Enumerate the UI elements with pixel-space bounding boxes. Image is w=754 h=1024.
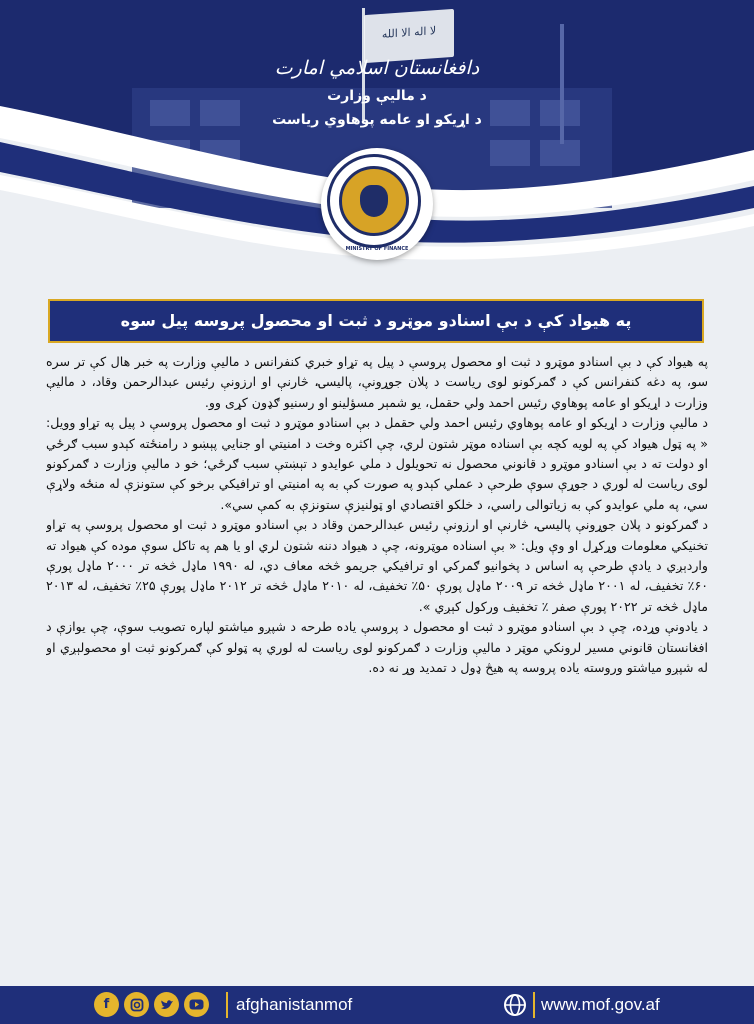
ministry-logo xyxy=(321,148,433,260)
header-text xyxy=(0,56,754,130)
paragraph-4: د يادونې وړده، چې د بې اسنادو موټرو د ثبت او محصول د پروسې ياده طرحه د شپږو مياشتو لپاره تصويب سوې، چې يوازې د افغانستان قانوني مسير لرونکي موټر د ماليې وزارت د ګمرکونو لوی رياست له لوري په ټولو کې ګمرکونو ثبت او محصولېږي او له شپږو مياشتو وروسته ياده پروسه په هيڅ ډول د تمديد وړ نه ده. xyxy=(46,619,708,676)
facebook-icon[interactable]: f xyxy=(94,992,119,1017)
footer-divider-2 xyxy=(533,992,535,1018)
globe-icon xyxy=(503,993,527,1017)
logo-figure xyxy=(360,185,388,217)
ministry-name: د ماليې وزارت xyxy=(327,88,427,104)
twitter-icon[interactable] xyxy=(154,992,179,1017)
paragraph-3: د ګمرکونو د پلان جوړونې پاليسۍ، څارنې او ارزونې رئيس عبدالرحمن وقاد د بې اسنادو موټرو د ثبت او محصول پروسې په تړاو تخنيکي معلومات وړکړل او وې ويل: « بې اسناده موټرونه، چې د هیواد دننه شتون لري او يا هم په تاکل سوې موده کې هیواد ته واردېږي د يادې طرحې په اساس د پخوانيو ګمرکي او ترافيکي جريمو څخه معاف دي، له ۱۹۹۰ ماډل څخه تر ۲۰۰۰ ماډل پورې ۶۰٪ تخفيف، له ۲۰۰۱ ماډل څخه تر ۲۰۰۹ ماډل پورې ۵۰٪ تخفيف، له ۲۰۱۰ ماډل څخه تر ۲۰۱۲ ماډل پورې ۲۵٪ تخفيف، له ۲۰۱۳ ماډل څخه تر ۲۰۲۲ پورې صفر ٪ تخفيف ورکول کېږي ». xyxy=(46,517,708,614)
youtube-icon[interactable] xyxy=(184,992,209,1017)
logo-emblem xyxy=(339,166,409,236)
paragraph-2: د ماليې وزارت د اړيکو او عامه پوهاوي رئيس احمد ولي حقمل د بې اسنادو موټرو د ثبت او محصول پروسې د پیل په تړاو وويل: « په ټول هیواد کې په لويه کچه بې اسناده موټر شتون لري، چې اکثره وخت د امنيتي او جنايي پېښو د رامنځته کېدو سبب ګرځي او دولت ته د بې اسنادو موټرو د قانوني محصول نه تحويلول د ملي عوايدو د تېښتې سبب ګرځي؛ خو د ماليې وزارت د ګمرکونو لوی رياست له لوري د جوړې سوې طرحې د عملي کېدو په صورت کې به په امنيتي او ترافيکي برخو کې ستونزې له منځه ولاړې سي، په ملي عوايدو کې به زياتوالی راسي، د خلکو اقتصادي او ټولنيزې ستونزې به کمې سي». xyxy=(46,415,708,512)
directorate-name: د اړيکو او عامه پوهاوي رياست xyxy=(272,112,482,128)
page-title: په هیواد کې د بې اسنادو موټرو د ثبت او محصول پروسه پیل سوه xyxy=(48,299,704,343)
flag-text: لا اله الا الله xyxy=(381,24,437,41)
footer-divider xyxy=(226,992,228,1018)
website-link[interactable]: www.mof.gov.af xyxy=(541,995,660,1014)
footer-bar xyxy=(0,986,754,1024)
emblem-name: دافغانستان اسلامي امارت xyxy=(274,57,480,79)
social-icons xyxy=(94,992,209,1018)
flag-image xyxy=(364,9,454,63)
article-body xyxy=(46,352,708,972)
paragraph-1: په هیواد کې د بې اسنادو موټرو د ثبت او محصول پروسې د پیل په تړاو خبري کنفرانس د ماليې وزارت په خبر هال کې تر سره سو، په دغه کنفرانس کې د ګمرکونو لوی رياست د پلان جوړونې، پاليسۍ، څارنې او ارزونې رئيس عبدالرحمن وقاد، د ماليې وزارت د اړيکو او عامه پوهاوي رئيس احمد ولي حقمل، يو شمېر مسؤلينو او رسنيو ګډون کړی وو. xyxy=(46,354,708,410)
logo-caption: MINISTRY OF FINANCE xyxy=(345,246,409,252)
social-handle[interactable]: afghanistanmof xyxy=(236,995,353,1014)
instagram-icon[interactable] xyxy=(124,992,149,1017)
